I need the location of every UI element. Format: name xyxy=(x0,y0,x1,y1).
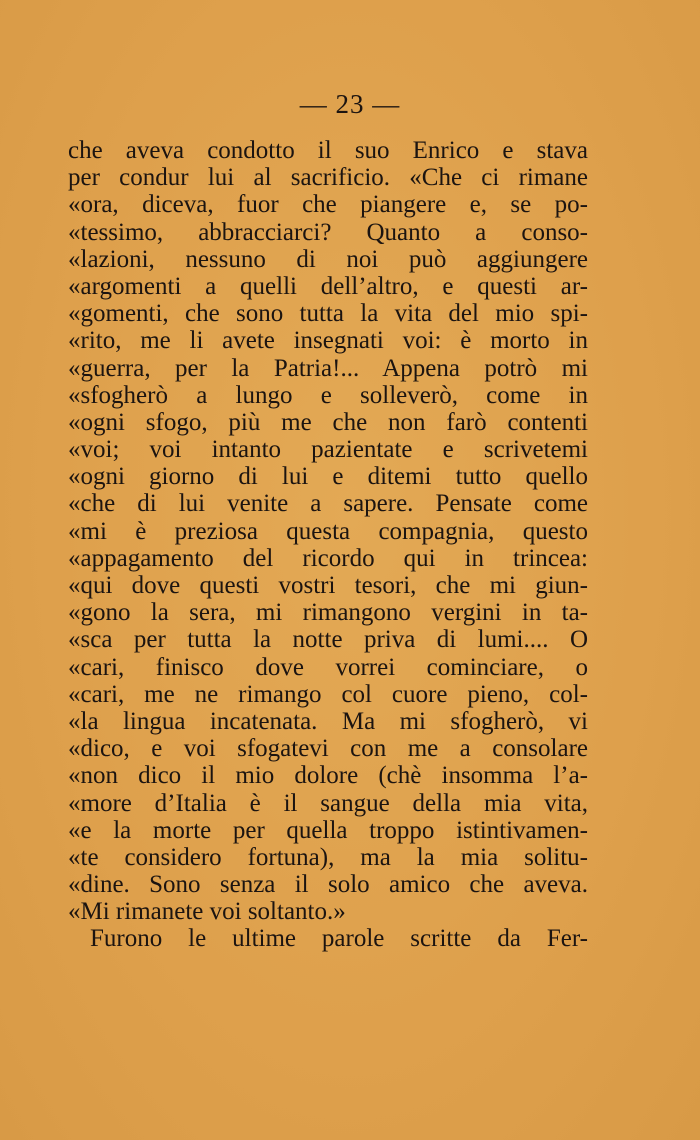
text-line: «sfogherò a lungo e solleverò, come in xyxy=(68,381,588,409)
page-number: — 23 — xyxy=(299,89,401,119)
text-line: «e la morte per quella troppo istintivamen- xyxy=(68,816,588,844)
text-line: «argomenti a quelli dell’altro, e questi ar- xyxy=(68,272,588,300)
text-line: «dico, e voi sfogatevi con me a consolare xyxy=(68,735,588,763)
text-line: «rito, me li avete insegnati voi: è morto in xyxy=(68,327,588,355)
text-line: «dine. Sono senza il solo amico che aveva. xyxy=(68,871,588,899)
text-line: «sca per tutta la notte priva di lumi.... O xyxy=(68,626,588,654)
text-line: per condur lui al sacrificio. «Che ci rimane xyxy=(68,164,588,192)
text-line: «ogni giorno di lui e ditemi tutto quello xyxy=(68,463,588,491)
text-line: «guerra, per la Patria!... Appena potrò mi xyxy=(68,354,588,382)
body-text xyxy=(68,137,588,953)
text-line: «ogni sfogo, più me che non farò contenti xyxy=(68,408,588,436)
text-line: «ora, diceva, fuor che piangere e, se po- xyxy=(68,191,588,219)
text-line: Furono le ultime parole scritte da Fer- xyxy=(90,925,588,953)
text-line: che aveva condotto il suo Enrico e stava xyxy=(68,137,588,164)
text-line: «qui dove questi vostri tesori, che mi giun- xyxy=(68,572,588,599)
text-line: «cari, finisco dove vorrei cominciare, o xyxy=(68,653,588,681)
text-line: «cari, me ne rimango col cuore pieno, col- xyxy=(68,680,588,708)
text-line: «tessimo, abbracciarci? Quanto a conso- xyxy=(68,218,588,246)
text-line: «non dico il mio dolore (chè insomma l’a- xyxy=(68,762,588,790)
text-line: «gomenti, che sono tutta la vita del mio spi- xyxy=(68,300,588,328)
text-line: «voi; voi intanto pazientate e scrivetemi xyxy=(68,436,588,464)
text-line: «mi è preziosa questa compagnia, questo xyxy=(68,517,588,545)
text-line: «la lingua incatenata. Ma mi sfogherò, vi xyxy=(68,707,588,735)
text-line: «more d’Italia è il sangue della mia vita, xyxy=(68,789,588,817)
text-line: «che di lui venite a sapere. Pensate come xyxy=(68,490,588,518)
text-line: «lazioni, nessuno di noi può aggiungere xyxy=(68,245,588,273)
text-line: «Mi rimanete voi soltanto.» xyxy=(68,898,346,926)
text-line: «gono la sera, mi rimangono vergini in ta- xyxy=(68,599,588,627)
text-line: «te considero fortuna), ma la mia solitu- xyxy=(68,843,588,871)
text-line: «appagamento del ricordo qui in trincea: xyxy=(68,544,588,572)
